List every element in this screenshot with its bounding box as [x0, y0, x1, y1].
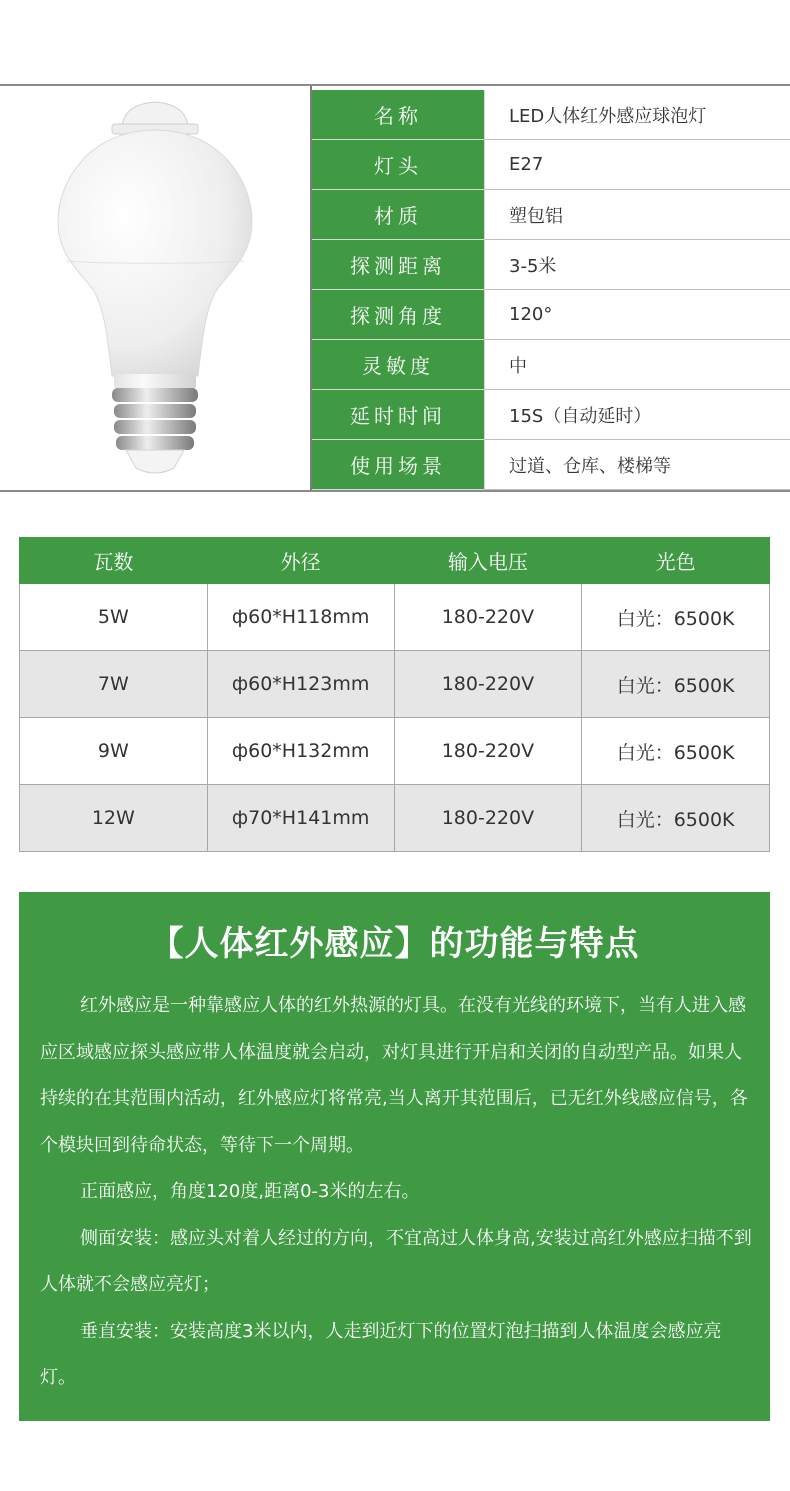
spec-value: 15S（自动延时） [484, 390, 790, 440]
feature-paragraph: 正面感应，角度120度,距离0-3米的左右。 [80, 1181, 420, 1202]
cell-wattage: 7W [20, 651, 208, 718]
spec-value: 中 [484, 340, 790, 390]
spec-label: 探测距离 [312, 240, 484, 290]
e27-screw-base [112, 388, 198, 473]
cell-wattage: 9W [20, 718, 208, 785]
cell-voltage: 180-220V [394, 584, 582, 651]
spec-row [312, 90, 790, 140]
cell-wattage: 5W [20, 584, 208, 651]
cell-diameter: ф60*H123mm [207, 651, 394, 718]
header-wattage: 瓦数 [20, 538, 208, 584]
table-row [20, 651, 770, 718]
feature-title: 【人体红外感应】的功能与特点 [149, 924, 640, 964]
feature-paragraph: 红外感应是一种靠感应人体的红外热源的灯具。在没有光线的环境下，当有人进入感应区域感应探头感应带人体温度就会启动，对灯具进行开启和关闭的自动型产品。如果人持续的在其范围内活动，红外感应灯将常亮,当人离开其范围后，已无红外线感应信号，各个模块回到待命状态，等待下一个周期。 [40, 995, 748, 1156]
spec-row [312, 290, 790, 340]
spec-row [312, 190, 790, 240]
spec-row [312, 140, 790, 190]
table-row [20, 785, 770, 852]
table-row [20, 718, 770, 785]
led-bulb-image [0, 86, 310, 490]
cell-diameter: ф60*H118mm [207, 584, 394, 651]
cell-light-color: 白光：6500K [582, 718, 770, 785]
spec-row [312, 390, 790, 440]
table-header-row [20, 538, 770, 584]
spec-value: 3-5米 [484, 240, 790, 290]
bulb-illustration [0, 86, 310, 490]
spec-row [312, 340, 790, 390]
cell-diameter: ф60*H132mm [207, 718, 394, 785]
spec-row [312, 240, 790, 290]
cell-wattage: 12W [20, 785, 208, 852]
header-light-color: 光色 [582, 538, 770, 584]
spec-label: 灵敏度 [312, 340, 484, 390]
header-voltage: 输入电压 [394, 538, 582, 584]
cell-voltage: 180-220V [394, 785, 582, 852]
feature-paragraph: 垂直安装：安装高度3米以内，人走到近灯下的位置灯泡扫描到人体温度会感应亮灯。 [40, 1320, 722, 1388]
cell-light-color: 白光：6500K [582, 584, 770, 651]
spec-label: 灯头 [312, 140, 484, 190]
cell-light-color: 白光：6500K [582, 785, 770, 852]
cell-diameter: ф70*H141mm [207, 785, 394, 852]
product-spec-section [0, 84, 790, 492]
spec-value: E27 [484, 140, 790, 190]
spec-label: 使用场景 [312, 440, 484, 490]
spec-value: LED人体红外感应球泡灯 [484, 90, 790, 140]
spec-table [310, 86, 790, 490]
spec-label: 材质 [312, 190, 484, 240]
cell-voltage: 180-220V [394, 651, 582, 718]
spec-value: 120° [484, 290, 790, 340]
spec-row [312, 440, 790, 490]
cell-light-color: 白光：6500K [582, 651, 770, 718]
feature-paragraph: 侧面安装：感应头对着人经过的方向，不宜高过人体身高,安装过高红外感应扫描不到人体就不会感应亮灯； [40, 1227, 752, 1295]
spec-label: 延时时间 [312, 390, 484, 440]
table-row [20, 584, 770, 651]
spec-label: 探测角度 [312, 290, 484, 340]
cell-voltage: 180-220V [394, 718, 582, 785]
spec-value: 过道、仓库、楼梯等 [484, 440, 790, 490]
feature-panel [19, 892, 770, 1421]
spec-value: 塑包铝 [484, 190, 790, 240]
model-size-table [19, 537, 770, 852]
header-diameter: 外径 [207, 538, 394, 584]
feature-description [40, 983, 752, 1402]
spec-label: 名称 [312, 90, 484, 140]
